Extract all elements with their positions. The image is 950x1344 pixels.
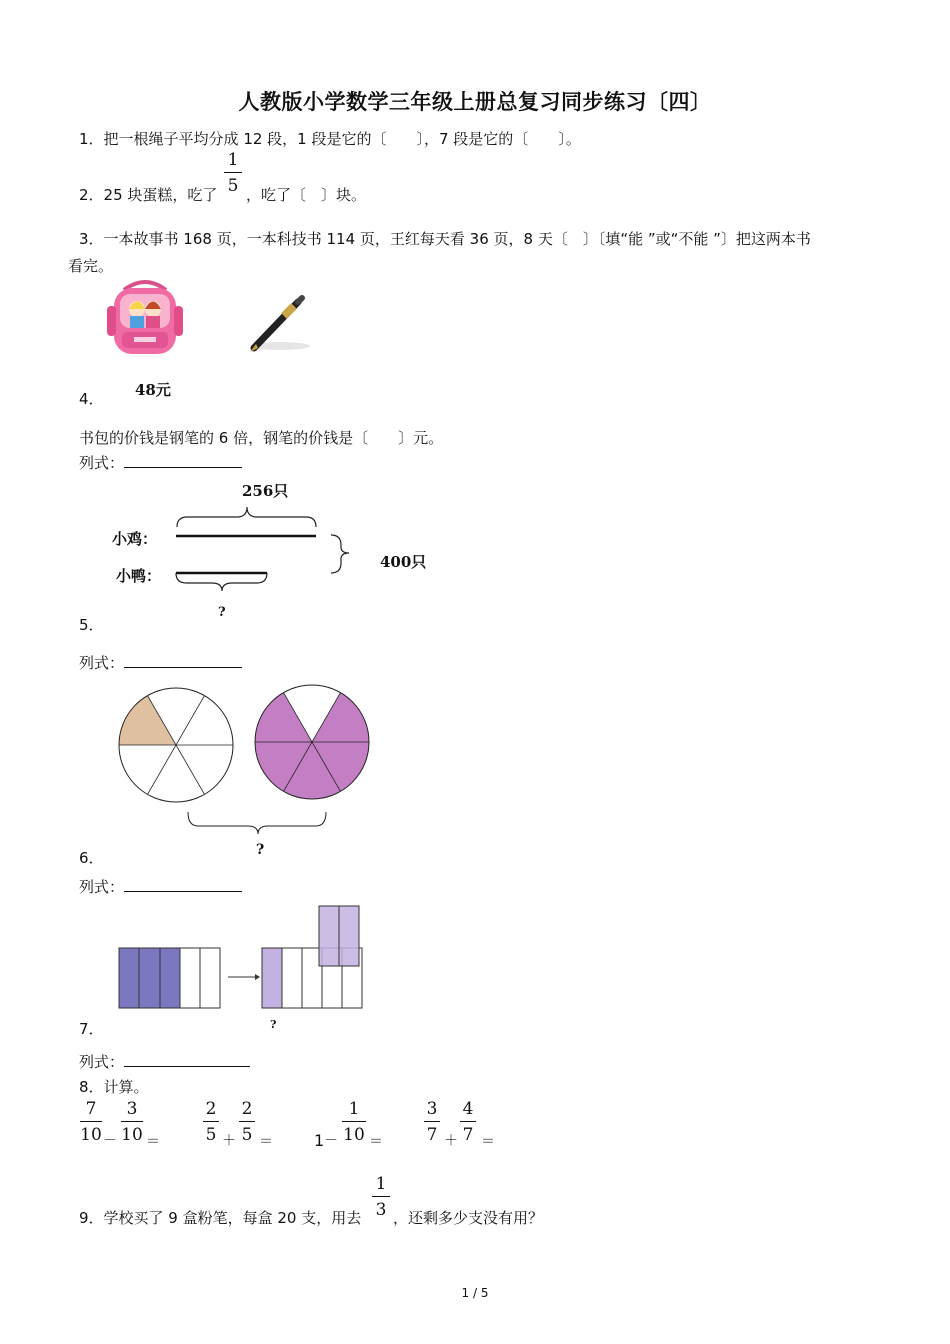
question-2-prefix: 2．25 块蛋糕，吃了 <box>79 186 218 204</box>
fraction-denominator: 10 <box>343 1125 365 1145</box>
fraction-denominator: 5 <box>205 1125 217 1145</box>
fraction-numerator: 2 <box>241 1099 253 1119</box>
fraction-numerator: 1 <box>348 1099 360 1119</box>
q8-item4-equals: ＝ <box>481 1134 495 1150</box>
formula-answer-line[interactable] <box>124 452 242 468</box>
q8-item2-equals: ＝ <box>259 1134 273 1150</box>
backpack-price-label: 48元 <box>135 381 171 399</box>
question-6-formula <box>79 876 242 897</box>
formula-label: 列式： <box>79 454 125 472</box>
formula-answer-line[interactable] <box>124 876 242 892</box>
chick-brace <box>177 507 316 527</box>
fraction-numerator: 3 <box>126 1099 138 1119</box>
question-9-suffix: ，还剩多少支没有用？ <box>393 1209 544 1227</box>
fraction-denominator: 7 <box>462 1125 474 1145</box>
fraction-bar <box>460 1121 476 1122</box>
chick-label: 小鸡： <box>112 530 158 548</box>
q8-item3-operator: － <box>324 1133 338 1149</box>
question-6-number: 6． <box>79 849 104 867</box>
rect-question-mark: ? <box>270 1018 277 1031</box>
duck-brace <box>176 573 267 591</box>
formula-label: 列式： <box>79 654 125 672</box>
page-title: 人教版小学数学三年级上册总复习同步练习〔四〕 <box>238 90 712 114</box>
question-8-title: 8．计算。 <box>79 1078 149 1096</box>
question-1: 1．把一根绳子平均分成 12 段，1 段是它的〔 〕，7 段是它的〔 〕。 <box>79 130 581 148</box>
duck-label: 小鸭： <box>116 567 162 585</box>
rectangle-diagram <box>115 900 370 1015</box>
q8-item2-fraction-b <box>239 1099 255 1145</box>
left-pie-shaded-slice <box>119 696 176 745</box>
q8-item1-equals: ＝ <box>146 1134 160 1150</box>
q8-item3-whole: 1 <box>314 1131 325 1150</box>
fraction-numerator: 1 <box>227 150 239 170</box>
fraction-bar <box>224 172 242 173</box>
question-9-prefix: 9．学校买了 9 盒粉笔，每盒 20 支，用去 <box>79 1209 362 1227</box>
question-2-suffix: ，吃了〔 〕块。 <box>246 186 367 204</box>
q8-item1-fraction-a <box>80 1099 102 1145</box>
q8-item2-operator: ＋ <box>222 1133 236 1149</box>
question-2-fraction <box>224 150 242 196</box>
pie-diagram <box>110 680 380 840</box>
formula-label: 列式： <box>79 878 125 896</box>
question-4-text: 书包的价钱是钢笔的 6 倍，钢笔的价钱是〔 〕元。 <box>79 429 444 447</box>
fraction-denominator: 7 <box>426 1125 438 1145</box>
fraction-numerator: 2 <box>205 1099 217 1119</box>
q8-item2-fraction-a <box>203 1099 219 1145</box>
total-count-label: 400只 <box>380 553 427 571</box>
fraction-bar <box>80 1121 102 1122</box>
fraction-numerator: 4 <box>462 1099 474 1119</box>
fraction-denominator: 10 <box>121 1125 143 1145</box>
question-9-fraction <box>372 1174 390 1220</box>
pies-brace <box>188 812 326 834</box>
pen-image <box>244 292 314 358</box>
fraction-bar <box>203 1121 219 1122</box>
formula-label: 列式： <box>79 1053 125 1071</box>
fraction-numerator: 7 <box>85 1099 97 1119</box>
fraction-bar <box>424 1121 440 1122</box>
question-5-formula <box>79 652 242 673</box>
fraction-numerator: 1 <box>375 1174 387 1194</box>
fraction-denominator: 5 <box>241 1125 253 1145</box>
question-7-formula <box>79 1051 250 1072</box>
pies-question-mark: ? <box>256 842 265 858</box>
question-3-line1: 3．一本故事书 168 页，一本科技书 114 页，王红每天看 36 页，8 天〔 〕〔填“能 ”或“不能 ”〕把这两本书 <box>79 230 811 248</box>
q8-item4-fraction-a <box>424 1099 440 1145</box>
right-rect-shaded <box>262 948 282 1008</box>
backpack-image <box>104 276 186 358</box>
fraction-numerator: 3 <box>426 1099 438 1119</box>
q8-item4-operator: ＋ <box>444 1133 458 1149</box>
question-5-number: 5． <box>79 616 104 634</box>
question-3-line2: 看完。 <box>68 257 114 275</box>
chicks-ducks-diagram <box>165 505 365 605</box>
q8-item3-equals: ＝ <box>369 1134 383 1150</box>
question-7-number: 7． <box>79 1020 104 1038</box>
formula-answer-line[interactable] <box>124 652 242 668</box>
fraction-denominator: 5 <box>227 176 239 196</box>
duck-question-mark: ? <box>218 605 226 620</box>
fraction-bar <box>372 1196 390 1197</box>
fraction-bar <box>342 1121 366 1122</box>
fraction-denominator: 10 <box>80 1125 102 1145</box>
page-number: 1 / 5 <box>461 1286 489 1300</box>
q8-item1-fraction-b <box>121 1099 143 1145</box>
q8-item4-fraction-b <box>460 1099 476 1145</box>
left-rect-shaded <box>119 948 180 1008</box>
question-4-number: 4． <box>79 390 104 408</box>
q8-item3-fraction-b <box>342 1099 366 1145</box>
fraction-bar <box>121 1121 143 1122</box>
formula-answer-line[interactable] <box>124 1051 250 1067</box>
chick-count-label: 256只 <box>242 482 289 500</box>
question-4-formula <box>79 452 242 473</box>
total-brace <box>331 535 349 573</box>
fraction-denominator: 3 <box>375 1200 387 1220</box>
q8-item1-operator: － <box>103 1133 117 1149</box>
fraction-bar <box>239 1121 255 1122</box>
